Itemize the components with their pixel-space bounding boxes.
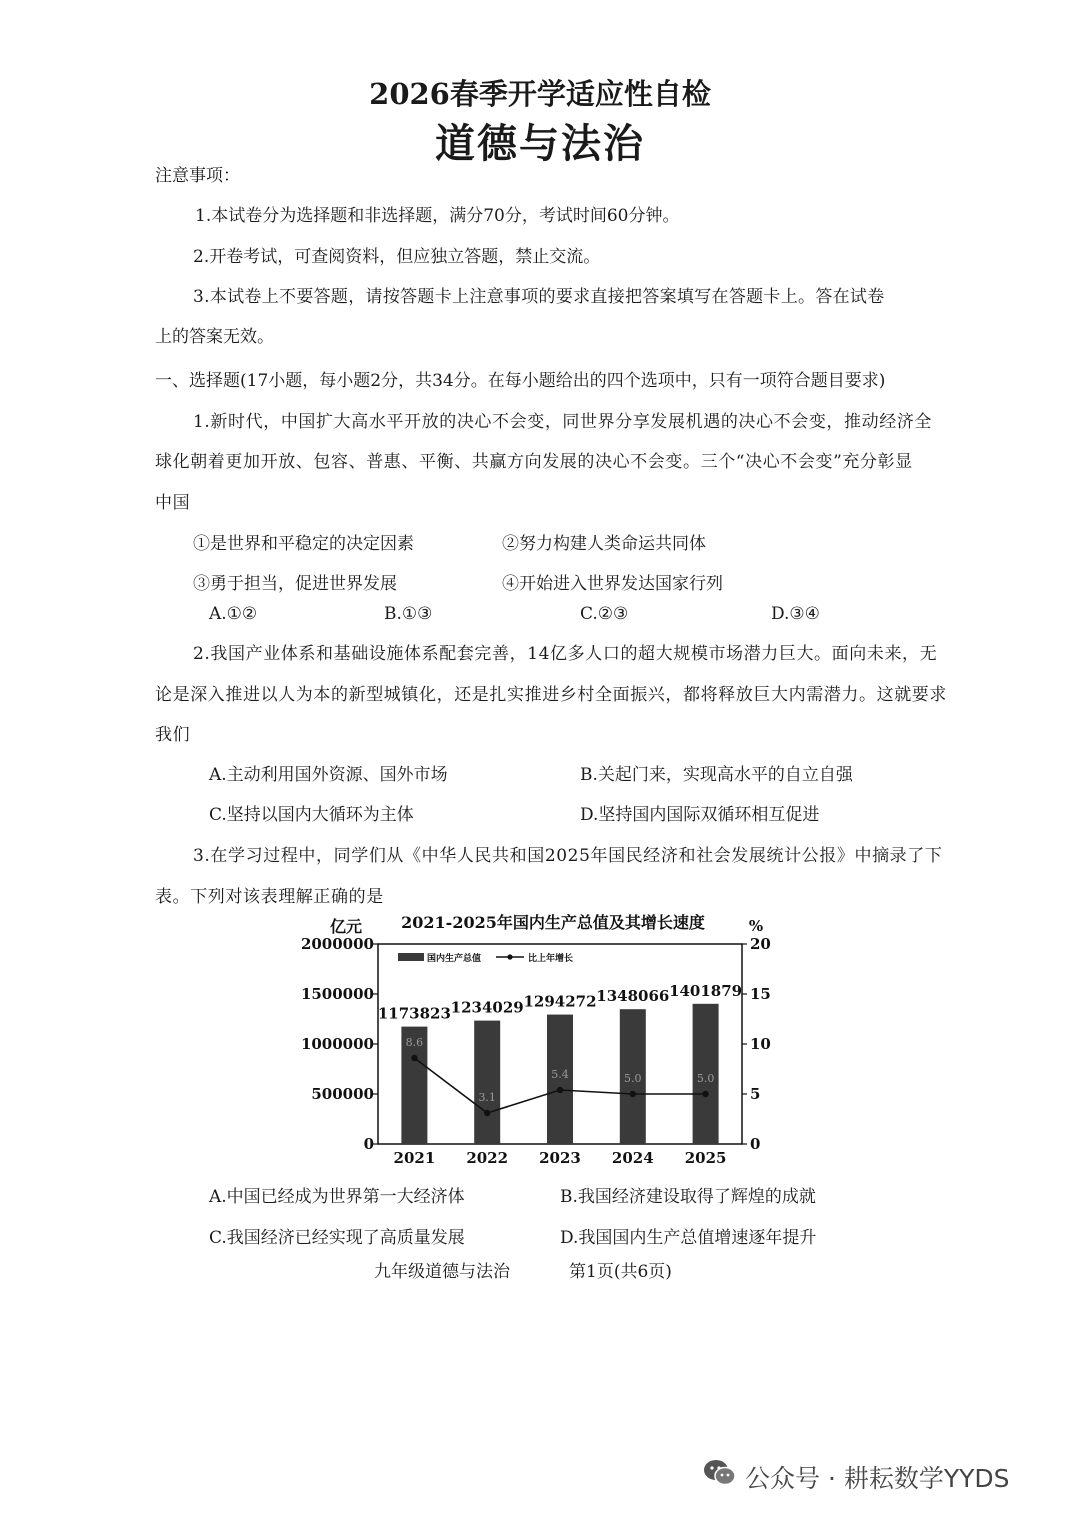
- notice-item-cont: 上的答案无效。: [155, 327, 274, 347]
- chart-title: 2021-2025年国内生产总值及其增长速度: [401, 913, 705, 932]
- section-heading: 一、选择题(17小题，每小题2分，共34分。在每小题给出的四个选项中，只有一项符合题目要求): [155, 371, 886, 391]
- y-left-tick-label: 1500000: [300, 985, 374, 1003]
- gdp-bar-label: 1234029: [450, 998, 524, 1017]
- growth-label: 8.6: [405, 1036, 424, 1049]
- question-2-stem: 我们: [155, 725, 191, 745]
- growth-point: [557, 1087, 563, 1093]
- notice-item: 3.本试卷上不要答题，请按答题卡上注意事项的要求直接把答案填写在答题卡上。答在试卷: [193, 287, 885, 307]
- gdp-chart-svg: [300, 906, 780, 1168]
- question-3-option-a: A.中国已经成为世界第一大经济体: [209, 1187, 465, 1207]
- growth-point: [630, 1091, 636, 1097]
- y-left-tick-label: 0: [363, 1135, 374, 1153]
- legend-bar-swatch: [398, 953, 424, 961]
- notice-heading: 注意事项：: [155, 166, 240, 186]
- question-1-statement: ④开始进入世界发达国家行列: [502, 574, 723, 594]
- question-2-option-c: C.坚持以国内大循环为主体: [209, 805, 414, 825]
- question-1-statement: ②努力构建人类命运共同体: [502, 534, 706, 554]
- watermark-text: 公众号 · 耕耘数学YYDS: [745, 1464, 1010, 1493]
- legend: [398, 952, 573, 964]
- y-left-tick-label: 500000: [311, 1085, 374, 1103]
- question-1-option-b: B.①③: [384, 604, 433, 624]
- legend-line-marker: [507, 954, 512, 959]
- x-tick-label: 2022: [466, 1149, 509, 1167]
- question-3-option-d: D.我国国内生产总值增速逐年提升: [560, 1228, 817, 1248]
- question-1-statement: ①是世界和平稳定的决定因素: [193, 534, 414, 554]
- legend-label-gdp: 国内生产总值: [427, 954, 482, 964]
- gdp-bar-label: 1348066: [596, 987, 670, 1006]
- gdp-bar-label: 1294272: [523, 992, 597, 1011]
- question-2-option-a: A.主动利用国外资源、国外市场: [209, 765, 448, 785]
- y-right-tick-label: 15: [750, 985, 771, 1003]
- footer-page: 第1页(共6页): [569, 1262, 672, 1282]
- question-3-option-c: C.我国经济已经实现了高质量发展: [209, 1228, 465, 1248]
- legend-label-growth: 比上年增长: [528, 954, 574, 964]
- gdp-bar-label: 1173823: [377, 1004, 451, 1023]
- question-1-option-c: C.②③: [580, 604, 629, 624]
- wechat-icon: [703, 1458, 737, 1488]
- gdp-chart: [300, 906, 780, 1168]
- question-2-stem: 论是深入推进以人为本的新型城镇化，还是扎实推进乡村全面振兴，都将释放巨大内需潜力。这就要求: [155, 685, 947, 705]
- subject-title: 道德与法治: [435, 120, 645, 167]
- growth-point: [484, 1110, 490, 1116]
- question-3-option-b: B.我国经济建设取得了辉煌的成就: [560, 1187, 816, 1207]
- gdp-bar: [474, 1021, 500, 1144]
- exam-title: 2026春季开学适应性自检: [369, 77, 711, 111]
- y-right-tick-label: 5: [750, 1085, 761, 1103]
- question-1-option-d: D.③④: [771, 604, 820, 624]
- growth-label: 5.0: [624, 1072, 642, 1085]
- question-1-statement: ③勇于担当，促进世界发展: [193, 574, 397, 594]
- y-left-label: 亿元: [330, 917, 363, 936]
- footer-subject: 九年级道德与法治: [374, 1262, 510, 1282]
- notice-item: 1.本试卷分为选择题和非选择题，满分70分，考试时间60分钟。: [195, 206, 680, 226]
- plot-area: [301, 935, 771, 1167]
- question-3-stem: 表。下列对该表理解正确的是: [155, 887, 384, 907]
- growth-label: 5.4: [551, 1068, 569, 1081]
- y-left-tick-label: 2000000: [300, 935, 374, 953]
- question-2-stem: 2.我国产业体系和基础设施体系配套完善，14亿多人口的超大规模市场潜力巨大。面向未来，无: [193, 644, 938, 664]
- question-2-option-b: B.关起门来，实现高水平的自立自强: [580, 765, 853, 785]
- question-1-stem: 中国: [155, 493, 191, 513]
- x-tick-label: 2021: [393, 1149, 436, 1167]
- y-right-label: %: [748, 917, 764, 935]
- y-right-tick-label: 0: [750, 1135, 761, 1153]
- x-tick-label: 2024: [611, 1149, 654, 1167]
- notice-item: 2.开卷考试，可查阅资料，但应独立答题，禁止交流。: [193, 247, 601, 267]
- y-left-tick-label: 1000000: [300, 1035, 374, 1053]
- growth-point: [702, 1091, 708, 1097]
- question-1-stem: 1.新时代，中国扩大高水平开放的决心不会变，同世界分享发展机遇的决心不会变，推动经济全: [193, 412, 933, 432]
- y-right-tick-label: 10: [750, 1035, 771, 1053]
- question-1-option-a: A.①②: [209, 604, 258, 624]
- growth-point: [411, 1055, 417, 1061]
- gdp-bar-label: 1401879: [669, 981, 743, 1000]
- question-3-stem: 3.在学习过程中，同学们从《中华人民共和国2025年国民经济和社会发展统计公报》中摘录了下: [193, 846, 943, 866]
- x-tick-label: 2025: [684, 1149, 727, 1167]
- growth-label: 3.1: [478, 1091, 496, 1104]
- y-right-tick-label: 20: [750, 935, 771, 953]
- question-2-option-d: D.坚持国内国际双循环相互促进: [580, 805, 820, 825]
- growth-label: 5.0: [696, 1072, 715, 1085]
- x-tick-label: 2023: [539, 1149, 581, 1167]
- question-1-stem: 球化朝着更加开放、包容、普惠、平衡、共赢方向发展的决心不会变。三个“决心不会变”充分彰显: [155, 452, 913, 472]
